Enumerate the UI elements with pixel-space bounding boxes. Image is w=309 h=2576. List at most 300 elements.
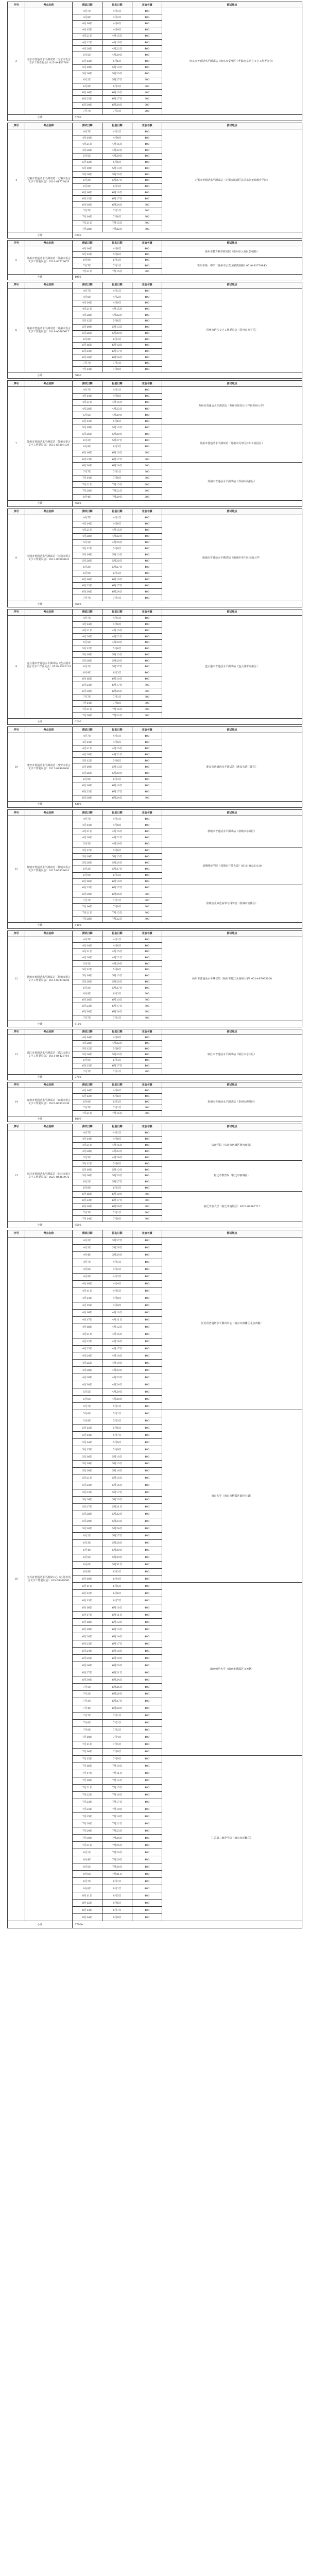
capacity: 300 <box>132 1210 162 1216</box>
test-date: 6月16日 <box>73 342 102 348</box>
site-table <box>7 1230 302 1928</box>
signup-date: 7月1日 <box>102 694 132 700</box>
signup-date: 4月22日 <box>102 955 132 961</box>
test-date: 7月21日 <box>73 910 102 916</box>
signup-date: 5月27日 <box>102 664 132 670</box>
signup-date: 7月22日 <box>102 916 132 922</box>
test-date: 5月12日 <box>73 58 102 64</box>
test-date: 8月7日 <box>73 1878 102 1885</box>
signup-date: 4月29日 <box>102 153 132 159</box>
subtotal-label: 小计 <box>8 1075 73 1080</box>
signup-date: 6月3日 <box>102 258 132 263</box>
test-date: 5月23日 <box>73 1489 102 1496</box>
header-site: 考点名称 <box>25 282 73 289</box>
capacity: 400 <box>132 1251 162 1259</box>
header-signup-date: 报名日期 <box>102 609 132 616</box>
capacity: 400 <box>132 589 162 595</box>
signup-date: 4月22日 <box>102 46 132 52</box>
signup-date: 5月27日 <box>102 1532 132 1539</box>
test-date: 5月5日 <box>73 412 102 418</box>
signup-date: 6月10日 <box>102 450 132 456</box>
test-date: 4月28日 <box>73 1148 102 1155</box>
test-date: 5月12日 <box>73 546 102 552</box>
test-date: 4月14日 <box>73 739 102 745</box>
signup-date: 5月28日 <box>102 1539 132 1547</box>
capacity: 400 <box>132 878 162 885</box>
test-date: 4月17日 <box>73 1316 102 1324</box>
signup-date: 6月5日 <box>102 1583 132 1590</box>
test-date: 4月30日 <box>73 1381 102 1388</box>
header-site: 考点名称 <box>25 727 73 733</box>
test-date: 5月12日 <box>73 418 102 425</box>
signup-date: 7月1日 <box>102 1210 132 1216</box>
subtotal-label: 小计 <box>8 922 73 928</box>
subtotal-value: 6400 <box>73 922 302 928</box>
capacity: 400 <box>132 1167 162 1173</box>
signup-date: 4月19日 <box>102 1360 132 1367</box>
capacity: 400 <box>132 1755 162 1762</box>
test-date: 4月28日 <box>73 634 102 640</box>
test-date: 6月3日 <box>73 1539 102 1547</box>
test-date: 4月4日 <box>73 1251 102 1259</box>
subtotal-value: 6200 <box>73 719 302 725</box>
test-date: 6月16日 <box>73 1604 102 1612</box>
signup-date: 5月9日 <box>102 1446 132 1453</box>
signup-date: 4月16日 <box>102 39 132 45</box>
test-location: 江苏第二师范学院（南京市建邺区） <box>162 1755 302 1921</box>
signup-date: 5月23日 <box>102 1518 132 1525</box>
capacity: 400 <box>132 324 162 330</box>
test-date: 4月14日 <box>73 822 102 828</box>
test-date: 4月7日 <box>73 937 102 943</box>
signup-date: 7月4日 <box>102 1734 132 1741</box>
test-date: 6月9日 <box>73 336 102 343</box>
capacity: 300 <box>132 1216 162 1222</box>
header-capacity: 开放名额 <box>132 1230 162 1238</box>
signup-date: 7月1日 <box>102 1015 132 1021</box>
capacity: 400 <box>132 1388 162 1396</box>
signup-date: 5月13日 <box>102 165 132 172</box>
test-date: 4月21日 <box>73 527 102 533</box>
test-date: 7月7日 <box>73 595 102 601</box>
site-name: 南通市普通话水平测试站（南通市语言文字工作委员会）0513-85099823 <box>25 515 73 601</box>
test-date: 4月14日 <box>73 300 102 307</box>
test-date: 7月14日 <box>73 700 102 706</box>
test-date: 7月7日 <box>73 1712 102 1719</box>
test-date: 7月7日 <box>73 1015 102 1021</box>
test-date: 5月5日 <box>73 1388 102 1396</box>
capacity: 300 <box>132 1111 162 1116</box>
capacity: 200 <box>132 488 162 494</box>
signup-date: 7月5日 <box>102 1741 132 1748</box>
signup-date: 5月20日 <box>102 860 132 866</box>
signup-date: 7月8日 <box>102 1216 132 1222</box>
signup-date: 8月6日 <box>102 1900 132 1907</box>
test-location: 苏州市普通话水平测试站（苏州市姑苏区十梓街苏州大学） <box>162 387 302 425</box>
signup-date: 5月10日 <box>102 1453 132 1461</box>
test-location: 江苏省普通话水平测试中心（南京市鼓楼区北京西路） <box>162 1237 302 1410</box>
capacity: 400 <box>132 1885 162 1892</box>
site-table <box>7 726 302 808</box>
capacity: 400 <box>132 360 162 366</box>
signup-date: 5月13日 <box>102 652 132 658</box>
signup-date: 4月8日 <box>102 1088 132 1094</box>
test-date: 4月14日 <box>73 1295 102 1302</box>
test-location: 宿迁开放大学（宿迁市宿城区）0527-84367717 <box>162 1191 302 1222</box>
test-location: 苏州市普通话水平测试站（苏州市高新区） <box>162 463 302 501</box>
test-date: 5月5日 <box>73 639 102 646</box>
header-signup-date: 报名日期 <box>102 123 132 129</box>
capacity: 400 <box>132 1482 162 1489</box>
signup-date: 6月10日 <box>102 783 132 789</box>
capacity: 400 <box>132 71 162 77</box>
signup-date: 7月15日 <box>102 1111 132 1116</box>
test-date: 5月26日 <box>73 1052 102 1058</box>
capacity: 300 <box>132 1003 162 1009</box>
header-site: 考点名称 <box>25 381 73 387</box>
signup-date: 7月15日 <box>102 482 132 488</box>
capacity: 400 <box>132 1842 162 1849</box>
subtotal-row <box>8 1921 302 1928</box>
header-seq: 序号 <box>8 1082 25 1088</box>
signup-date: 6月3日 <box>102 570 132 577</box>
signup-date: 6月3日 <box>102 1185 132 1191</box>
capacity: 400 <box>132 758 162 764</box>
subtotal-label: 小计 <box>8 1116 73 1122</box>
header-location: 测试地点 <box>162 609 302 616</box>
test-date: 6月9日 <box>73 1058 102 1063</box>
test-date: 5月26日 <box>73 431 102 437</box>
capacity: 400 <box>132 546 162 552</box>
header-signup-date: 报名日期 <box>102 1029 132 1035</box>
test-date: 6月2日 <box>73 77 102 83</box>
test-date: 7月14日 <box>73 475 102 481</box>
signup-date: 6月14日 <box>102 1633 132 1640</box>
signup-date: 5月22日 <box>102 1511 132 1518</box>
test-date: 6月23日 <box>73 789 102 795</box>
signup-date: 4月3日 <box>102 1273 132 1280</box>
signup-date: 4月15日 <box>102 527 132 533</box>
test-date: 6月23日 <box>73 885 102 891</box>
signup-date: 5月6日 <box>102 318 132 325</box>
capacity: 400 <box>132 1446 162 1453</box>
subtotal-row <box>8 1222 302 1228</box>
test-date: 4月14日 <box>73 521 102 527</box>
capacity: 400 <box>132 64 162 71</box>
capacity: 400 <box>132 1583 162 1590</box>
header-row <box>8 931 302 937</box>
signup-date: 5月27日 <box>102 564 132 570</box>
capacity: 400 <box>132 27 162 33</box>
test-date: 6月30日 <box>73 102 102 108</box>
test-date: 4月2日 <box>73 1237 102 1244</box>
signup-date: 6月17日 <box>102 196 132 202</box>
header-signup-date: 报名日期 <box>102 810 132 816</box>
site-name: 镇江市普通话水平测试站（镇江市语言文字工作委员会）0511-84428710 <box>25 1035 73 1075</box>
test-date: 5月19日 <box>73 64 102 71</box>
header-capacity: 开放名额 <box>132 931 162 937</box>
capacity: 400 <box>132 306 162 312</box>
signup-date: 8月1日 <box>102 1878 132 1885</box>
capacity: 400 <box>132 1820 162 1827</box>
test-date: 6月13日 <box>73 1597 102 1604</box>
capacity: 400 <box>132 1547 162 1554</box>
test-date: 4月25日 <box>73 1360 102 1367</box>
test-date: 4月15日 <box>73 27 102 33</box>
test-date: 5月19日 <box>73 1461 102 1468</box>
header-test-date: 测试日期 <box>73 2 102 8</box>
test-date: 7月14日 <box>73 1748 102 1755</box>
subtotal-value: 37900 <box>73 1921 302 1928</box>
capacity: 400 <box>132 961 162 967</box>
test-date: 4月21日 <box>73 745 102 752</box>
capacity: 400 <box>132 406 162 412</box>
header-seq: 序号 <box>8 1124 25 1130</box>
signup-date: 6月3日 <box>102 872 132 878</box>
header-seq: 序号 <box>8 123 25 129</box>
test-date: 4月16日 <box>73 1309 102 1316</box>
signup-date: 6月10日 <box>102 676 132 682</box>
capacity: 400 <box>132 1094 162 1099</box>
table-row <box>8 733 302 739</box>
signup-date: 5月27日 <box>102 77 132 83</box>
capacity: 400 <box>132 872 162 878</box>
capacity: 400 <box>132 288 162 294</box>
capacity: 400 <box>132 828 162 835</box>
subtotal-value: 5600 <box>73 500 302 506</box>
capacity: 400 <box>132 1295 162 1302</box>
test-location: 南京市普通话水平测试站（南京市秦淮区中华路南京语言文字工作者协会） <box>162 8 302 115</box>
capacity: 400 <box>132 967 162 973</box>
test-date: 4月23日 <box>73 1345 102 1352</box>
capacity: 400 <box>132 646 162 652</box>
capacity: 400 <box>132 46 162 52</box>
test-date: 6月16日 <box>73 90 102 96</box>
signup-date: 4月1日 <box>102 8 132 14</box>
capacity: 400 <box>132 1309 162 1316</box>
test-date: 6月23日 <box>73 96 102 102</box>
capacity: 400 <box>132 21 162 27</box>
test-location: 南京大学（南京市栖霞区仙林大道） <box>162 1410 302 1583</box>
subtotal-value: 5500 <box>73 1222 302 1228</box>
test-date: 6月2日 <box>73 564 102 570</box>
test-date: 8月14日 <box>73 1914 102 1921</box>
capacity: 400 <box>132 1762 162 1770</box>
signup-date: 4月22日 <box>102 406 132 412</box>
header-signup-date: 报名日期 <box>102 931 132 937</box>
test-date: 4月28日 <box>73 406 102 412</box>
capacity: 400 <box>132 258 162 263</box>
test-date: 6月27日 <box>73 1669 102 1676</box>
signup-date: 6月3日 <box>102 1058 132 1063</box>
capacity: 400 <box>132 1662 162 1669</box>
table-row <box>8 1130 302 1136</box>
capacity: 400 <box>132 8 162 14</box>
capacity: 400 <box>132 1273 162 1280</box>
signup-date: 5月6日 <box>102 546 132 552</box>
site-table <box>7 2 302 121</box>
capacity: 400 <box>132 1633 162 1640</box>
header-test-date: 测试日期 <box>73 123 102 129</box>
capacity: 400 <box>132 955 162 961</box>
signup-date: 6月24日 <box>102 589 132 595</box>
capacity: 400 <box>132 336 162 343</box>
test-date: 6月20日 <box>73 1633 102 1640</box>
capacity: 400 <box>132 1827 162 1835</box>
test-date: 7月28日 <box>73 488 102 494</box>
capacity: 400 <box>132 1381 162 1388</box>
test-date: 5月5日 <box>73 52 102 58</box>
signup-date: 4月9日 <box>102 27 132 33</box>
signup-date: 4月15日 <box>102 745 132 752</box>
subtotal-row <box>8 601 302 607</box>
test-date: 5月26日 <box>73 658 102 664</box>
signup-date: 5月29日 <box>102 1547 132 1554</box>
capacity: 400 <box>132 294 162 300</box>
site-table <box>7 282 302 379</box>
test-date: 6月30日 <box>73 891 102 897</box>
subtotal-value: 5100 <box>73 1021 302 1027</box>
test-date: 4月14日 <box>73 393 102 399</box>
test-date: 5月12日 <box>73 1425 102 1432</box>
signup-date: 7月12日 <box>102 1777 132 1784</box>
signup-date: 6月24日 <box>102 1676 132 1684</box>
table-row <box>8 8 302 14</box>
signup-date: 5月8日 <box>102 1439 132 1446</box>
test-date: 5月26日 <box>73 770 102 776</box>
test-date: 4月21日 <box>73 828 102 835</box>
test-date: 4月28日 <box>73 46 102 52</box>
test-date: 5月12日 <box>73 252 102 258</box>
site-seq: 6 <box>8 288 25 372</box>
capacity: 400 <box>132 595 162 601</box>
capacity: 300 <box>132 77 162 83</box>
capacity: 400 <box>132 437 162 444</box>
test-date: 8月12日 <box>73 1900 102 1907</box>
subtotal-value: 1800 <box>73 1116 302 1122</box>
capacity: 400 <box>132 1425 162 1432</box>
header-capacity: 开放名额 <box>132 2 162 8</box>
header-test-date: 测试日期 <box>73 1124 102 1130</box>
signup-date: 6月26日 <box>102 1691 132 1698</box>
capacity: 400 <box>132 937 162 943</box>
signup-date: 4月18日 <box>102 1352 132 1360</box>
subtotal-value: 5600 <box>73 601 302 607</box>
test-date: 7月8日 <box>73 1719 102 1726</box>
test-date: 6月19日 <box>73 1626 102 1633</box>
signup-date: 7月1日 <box>102 360 132 366</box>
test-date: 6月2日 <box>73 1179 102 1185</box>
signup-date: 6月17日 <box>102 583 132 589</box>
signup-date: 5月20日 <box>102 658 132 664</box>
signup-date: 4月29日 <box>102 412 132 418</box>
test-date: 5月5日 <box>73 153 102 159</box>
test-location: 镇江市普通话水平测试站（镇江市京口区） <box>162 1035 302 1075</box>
site-name: 盐城市普通话水平测试站（盐城市语言文字工作委员会）0515-86839001 <box>25 816 73 923</box>
capacity: 400 <box>132 822 162 828</box>
capacity: 400 <box>132 39 162 45</box>
capacity: 400 <box>132 835 162 841</box>
signup-date: 7月1日 <box>102 108 132 114</box>
signup-date: 4月5日 <box>102 1287 132 1295</box>
test-date: 6月9日 <box>73 670 102 676</box>
test-date: 7月7日 <box>73 208 102 214</box>
site-seq: 16 <box>8 1237 25 1921</box>
test-date: 4月14日 <box>73 1035 102 1041</box>
signup-date: 5月20日 <box>102 1052 132 1058</box>
capacity: 400 <box>132 1432 162 1439</box>
test-date: 5月19日 <box>73 324 102 330</box>
capacity: 300 <box>132 463 162 469</box>
signup-date: 6月10日 <box>102 90 132 96</box>
capacity: 400 <box>132 764 162 770</box>
capacity: 300 <box>132 682 162 688</box>
signup-date: 4月9日 <box>102 1302 132 1309</box>
test-date: 5月29日 <box>73 1518 102 1525</box>
test-date: 4月28日 <box>73 312 102 318</box>
capacity: 400 <box>132 1612 162 1619</box>
signup-date: 7月11日 <box>102 1770 132 1777</box>
header-row <box>8 810 302 816</box>
capacity: 400 <box>132 634 162 640</box>
capacity: 400 <box>132 1813 162 1820</box>
signup-date: 6月18日 <box>102 1648 132 1655</box>
subtotal-row <box>8 719 302 725</box>
signup-date: 3月28日 <box>102 1244 132 1251</box>
test-date: 7月28日 <box>73 226 102 232</box>
header-row <box>8 509 302 515</box>
signup-date: 6月10日 <box>102 342 132 348</box>
header-row <box>8 1230 302 1238</box>
site-table <box>7 930 302 1027</box>
capacity: 400 <box>132 789 162 795</box>
header-capacity: 开放名额 <box>132 123 162 129</box>
capacity: 400 <box>132 1511 162 1518</box>
capacity: 300 <box>132 1204 162 1210</box>
signup-date: 6月17日 <box>102 1640 132 1648</box>
capacity: 300 <box>132 1069 162 1075</box>
header-capacity: 开放名额 <box>132 381 162 387</box>
test-date: 4月7日 <box>73 129 102 135</box>
test-date: 7月10日 <box>73 1734 102 1741</box>
test-date: 4月21日 <box>73 949 102 955</box>
test-date: 4月14日 <box>73 135 102 141</box>
capacity: 400 <box>132 670 162 676</box>
signup-date: 7月23日 <box>102 1827 132 1835</box>
capacity: 300 <box>132 96 162 102</box>
capacity: 400 <box>132 1554 162 1561</box>
capacity: 300 <box>132 1197 162 1204</box>
signup-date: 6月24日 <box>102 1009 132 1015</box>
test-date: 5月26日 <box>73 330 102 336</box>
capacity: 400 <box>132 949 162 955</box>
signup-date: 5月6日 <box>102 1161 132 1167</box>
test-date: 6月16日 <box>73 783 102 789</box>
signup-date: 4月22日 <box>102 147 132 154</box>
capacity: 300 <box>132 997 162 1003</box>
test-date: 5月12日 <box>73 758 102 764</box>
signup-date: 4月22日 <box>102 1367 132 1374</box>
test-date: 4月7日 <box>73 1130 102 1136</box>
capacity: 400 <box>132 366 162 372</box>
subtotal-row <box>8 801 302 807</box>
test-date: 8月13日 <box>73 1907 102 1914</box>
signup-date: 5月6日 <box>102 847 132 853</box>
test-date: 4月11日 <box>73 1287 102 1295</box>
capacity: 300 <box>132 269 162 275</box>
header-location: 测试地点 <box>162 241 302 246</box>
signup-date: 4月10日 <box>102 1309 132 1316</box>
